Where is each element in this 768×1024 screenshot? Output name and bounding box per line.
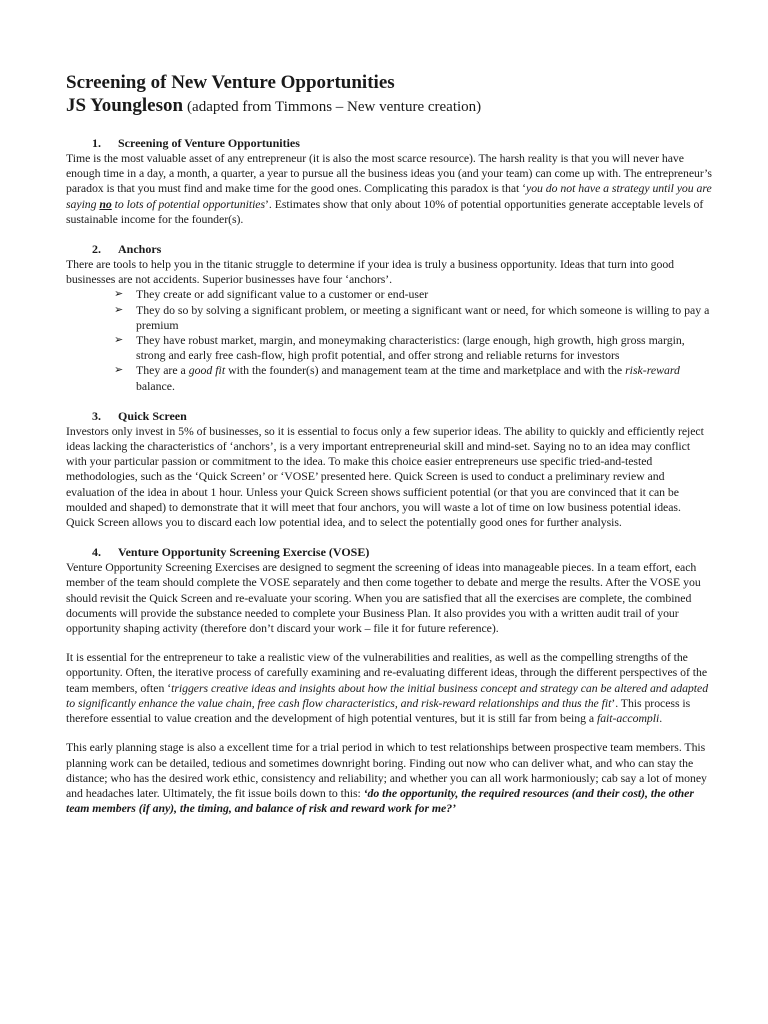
paragraph-text: .: [659, 711, 663, 726]
quote-text: triggers creative ideas and insights about how the initial business concept and strategy can be altered and adapted to significantly enhance the value chain, free cash flow characteristics, and risk-reward relationships and thus the fit: [66, 680, 709, 710]
arrow-bullet-icon: ➢: [114, 288, 124, 301]
section-screening: [66, 135, 712, 227]
paragraph-text: It is essential for the entrepreneur to take a realistic view of the vulnerabilities and realities, as well as the compelling strengths of the opportunity. Often, the iterative process of carefully examining and re-evaluating different ideas, through the different perspectives of the team members, often ‘: [66, 650, 708, 695]
paragraph-text: ’. Estimates show that only about 10% of potential opportunities generate acceptable levels of sustainable income for the founder(s).: [66, 196, 704, 226]
section-vose: [66, 544, 712, 816]
document-title: Screening of New Venture Opportunities: [66, 72, 395, 93]
arrow-bullet-icon: ➢: [114, 334, 124, 347]
emphasis-text: good fit: [188, 363, 226, 378]
section-heading: [92, 544, 712, 560]
list-item-text: balance.: [136, 378, 175, 393]
list-item: [114, 333, 712, 363]
section-heading: [92, 408, 712, 424]
paragraph-text: This early planning stage is also a excellent time for a trial period in which to test relationships between prospective team members. This planning work can be detailed, tedious and sometimes downright boring. Finding out now who can deliver what, and who can stay the distance; who has the desired work ethic, consistency and reliability; and whether you can all work harmoniously; cab say a lot of money and headaches later. Ultimately, the fit issue boils down to this:: [66, 740, 707, 800]
list-item-text: They are a: [136, 363, 189, 378]
anchor-list: [66, 287, 712, 393]
section-title: Anchors: [118, 242, 162, 257]
section-number: 1.: [92, 136, 101, 150]
section-number: 4.: [92, 545, 101, 560]
section-paragraph: [66, 740, 712, 816]
section-quick-screen: [66, 408, 712, 530]
section-paragraph: There are tools to help you in the titanic struggle to determine if your idea is truly a business opportunity. Ideas that turn into good businesses are not accidents. Superior businesses have four ‘anchors’.: [66, 257, 675, 287]
section-title: Venture Opportunity Screening Exercise (VOSE): [118, 545, 370, 560]
section-number: 2.: [92, 242, 101, 257]
paragraph-text: ’. This process is therefore essential to value creation and the development of high potential ventures, but it is still far from being a: [66, 695, 691, 726]
emphasis-no: no: [99, 196, 112, 211]
key-question: ‘do the opportunity, the required resources (and their cost), the other team members (if any), the timing, and balance of risk and reward work for me?’: [66, 785, 694, 816]
section-number: 3.: [92, 408, 101, 423]
section-paragraph: Venture Opportunity Screening Exercises are designed to segment the screening of ideas into manageable pieces. In a team effort, each member of the team should complete the VOSE separately and then come together to debate and merge the results. After the VOSE you should revisit the Quick Screen and re-evaluate your scoring. When you are satisfied that all the exercises are complete, the combined documents will provide the substance needed to complete your Business Plan. It also provides you with a written audit trail of your opportunity shaping activity (therefore don’t discard your work – file it for future reference).: [66, 560, 701, 636]
paragraph-text: Time is the most valuable asset of any entrepreneur (it is also the most scarce resource). The harsh reality is that you will never have enough time in a day, a month, a quarter, a year to pursue all the business ideas you (and your team) can come up with. The entrepreneur’s paradox is that you must find and make time for the good ones. Complicating this paradox is that ‘: [66, 151, 712, 196]
list-item-text: with the founder(s) and management team at the time and marketplace and with the: [225, 363, 626, 378]
section-paragraph: [66, 151, 712, 227]
emphasis-text: fait-accompli: [596, 711, 660, 726]
section-paragraph: Investors only invest in 5% of businesses, so it is essential to focus only a few superior ideas. The ability to quickly and efficiently reject ideas lacking the characteristics of ‘anchors’, is a very important entrepreneurial skill and mind-set. Saying no to an idea may conflict with your particular passion or commitment to the idea. To make this choice easier entrepreneurs use specific tried-and-tested methodologies, such as the ‘Quick Screen’ or ‘VOSE’ presented here. Quick Screen is used to conduct a preliminary review and evaluation of the idea in about 1 hour. Unless your Quick Screen shows sufficient potential (or that you are convinced that it can be moulded and shaped) to demonstrate that it will meet that four anchors, you will waste a lot of time on low business potential ideas. Quick Screen allows you to discard each low potential idea, and to select the potentially good ones for further analysis.: [66, 423, 704, 530]
author-line: [66, 94, 712, 119]
list-item: [114, 287, 712, 302]
list-item-text: They have robust market, margin, and moneymaking characteristics: (large enough, high growth, high gross margin, strong and early free cash-flow, high profit potential, and offer strong and reliable returns for investors: [136, 333, 685, 363]
quote-part: you do not have a strategy until you are saying: [66, 181, 712, 211]
quote-part: to lots of potential opportunities: [111, 196, 266, 211]
section-heading: [92, 241, 712, 257]
section-paragraph: [66, 650, 712, 726]
section-heading: [92, 135, 712, 151]
author-name: JS Youngleson: [66, 95, 184, 116]
section-title: Quick Screen: [118, 408, 187, 423]
section-anchors: [66, 241, 712, 394]
list-item: [114, 303, 712, 333]
adapted-note: (adapted from Timmons – New venture creation): [187, 99, 482, 115]
arrow-bullet-icon: ➢: [114, 364, 124, 377]
list-item-text: They do so by solving a significant problem, or meeting a significant want or need, for which someone is willing to pay a premium: [136, 302, 710, 332]
emphasis-text: risk-reward: [625, 363, 680, 378]
list-item: [114, 363, 712, 393]
arrow-bullet-icon: ➢: [114, 303, 124, 316]
section-title: Screening of Venture Opportunities: [118, 136, 300, 150]
list-item-text: They create or add significant value to a customer or end-user: [136, 287, 429, 302]
